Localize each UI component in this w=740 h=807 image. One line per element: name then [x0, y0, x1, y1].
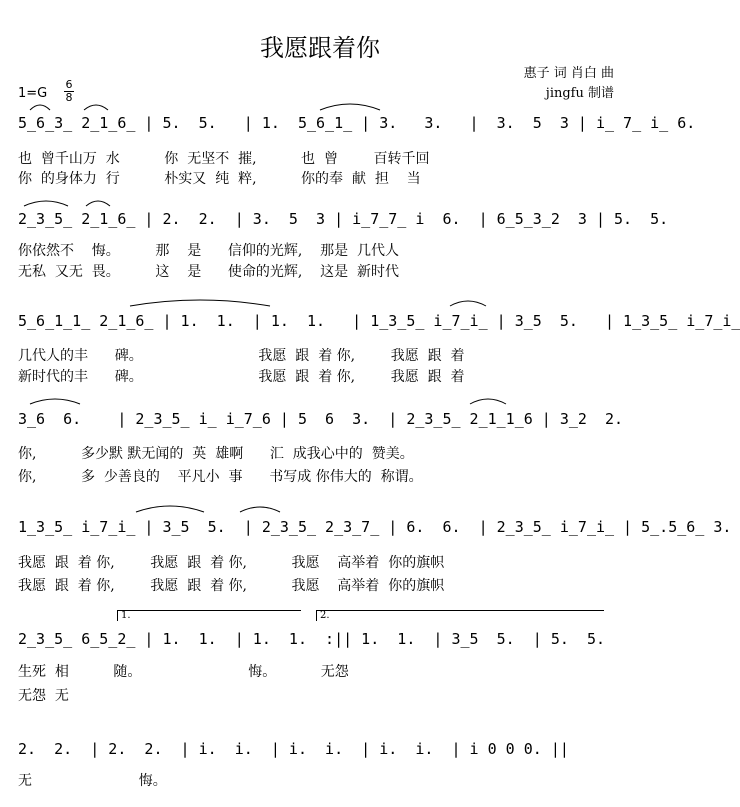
slur	[84, 105, 108, 110]
lyric-line-5-verse-1: 我愿 跟 着 你, 我愿 跟 着 你, 我愿 高举着 你的旗帜	[18, 555, 445, 571]
time-signature-bottom: 8	[65, 91, 73, 104]
time-signature-top: 6	[65, 78, 73, 91]
lyric-line-2-verse-1: 你依然不 悔。 那 是 信仰的光辉, 那是 几代人	[18, 243, 400, 259]
slur	[30, 105, 50, 110]
slur	[450, 301, 486, 306]
slur	[30, 399, 80, 404]
lyric-line-2-verse-2: 无私 又无 畏。 这 是 使命的光辉, 这是 新时代	[18, 264, 400, 280]
lyric-line-6-verse-2: 无怨 无	[18, 688, 69, 704]
lyric-line-7-verse-1: 无 悔。	[18, 773, 167, 789]
time-signature	[64, 80, 74, 103]
first-ending-bracket	[117, 610, 301, 621]
notation-system-6: 2̲3̲5̲ 6̲5̲2̲ | 1. 1. | 1. 1. :|| 1. 1. | 3̲5 5. | 5. 5.	[18, 630, 605, 648]
lyric-line-3-verse-1: 几代人的丰 碑。 我愿 跟 着 你, 我愿 跟 着	[18, 348, 465, 364]
notation-system-3: 5̲6̲1̲1̲ 2̲1̲6̲ | 1. 1. | 1. 1. | 1̲3̲5̲ i̲7̲i̲ | 3̲5 5. | 1̲3̲5̲ i̲7̲i̲	[18, 312, 740, 330]
lyric-line-4-verse-1: 你, 多少默 默无闻的 英 雄啊 汇 成我心中的 赞美。	[18, 446, 414, 462]
slur	[86, 201, 110, 206]
lyric-line-1-verse-2: 你 的身体力 行 朴实又 纯 粹, 你的奉 献 担 当	[18, 171, 421, 187]
slur	[24, 201, 68, 206]
slur	[240, 507, 280, 512]
second-ending-bracket	[316, 610, 604, 621]
lyric-line-6-verse-1: 生死 相 随。 悔。 无怨	[18, 664, 349, 680]
lyricist-composer-credit: 惠子 词 肖白 曲	[523, 66, 614, 81]
slur	[320, 104, 380, 110]
notation-system-2: 2̲3̲5̲ 2̲1̲6̲ | 2. 2. | 3. 5 3 | i̲7̲7̲ i 6. | 6̲5̲3̲2 3 | 5. 5.	[18, 210, 669, 228]
notation-system-1: 5̲6̲3̲ 2̲1̲6̲ | 5. 5. | 1. 5̲6̲1̲ | 3. 3. | 3. 5 3 | i̲ 7̲ i̲ 6.	[18, 114, 696, 132]
second-ending-label: 2.	[320, 610, 330, 621]
slur	[470, 399, 506, 404]
lyric-line-3-verse-2: 新时代的丰 碑。 我愿 跟 着 你, 我愿 跟 着	[18, 369, 465, 385]
first-ending-label: 1.	[121, 610, 131, 621]
slur	[136, 506, 204, 512]
lyric-line-1-verse-1: 也 曾千山万 水 你 无坚不 摧, 也 曾 百转千回	[18, 151, 430, 167]
key-signature: 1=G	[18, 86, 48, 101]
notation-system-7: 2. 2. | 2. 2. | i. i. | i. i. | i. i. | i 0 0 0. ||	[18, 740, 569, 758]
lyric-line-5-verse-2: 我愿 跟 着 你, 我愿 跟 着 你, 我愿 高举着 你的旗帜	[18, 578, 445, 594]
notation-system-5: 1̲3̲5̲ i̲7̲i̲ | 3̲5 5. | 2̲3̲5̲ 2̲3̲7̲ | 6. 6. | 2̲3̲5̲ i̲7̲i̲ | 5̲.5̲6̲ 3.	[18, 518, 732, 536]
slur	[130, 300, 270, 306]
song-title: 我愿跟着你	[260, 34, 380, 62]
notation-system-4: 3̲6 6. | 2̲3̲5̲ i̲ i̲7̲6 | 5 6 3. | 2̲3̲5̲ 2̲1̲1̲6 | 3̲2 2.	[18, 410, 624, 428]
transcriber-credit: jingfu 制谱	[545, 86, 614, 101]
lyric-line-4-verse-2: 你, 多 少善良的 平凡小 事 书写成 你伟大的 称谓。	[18, 469, 423, 485]
